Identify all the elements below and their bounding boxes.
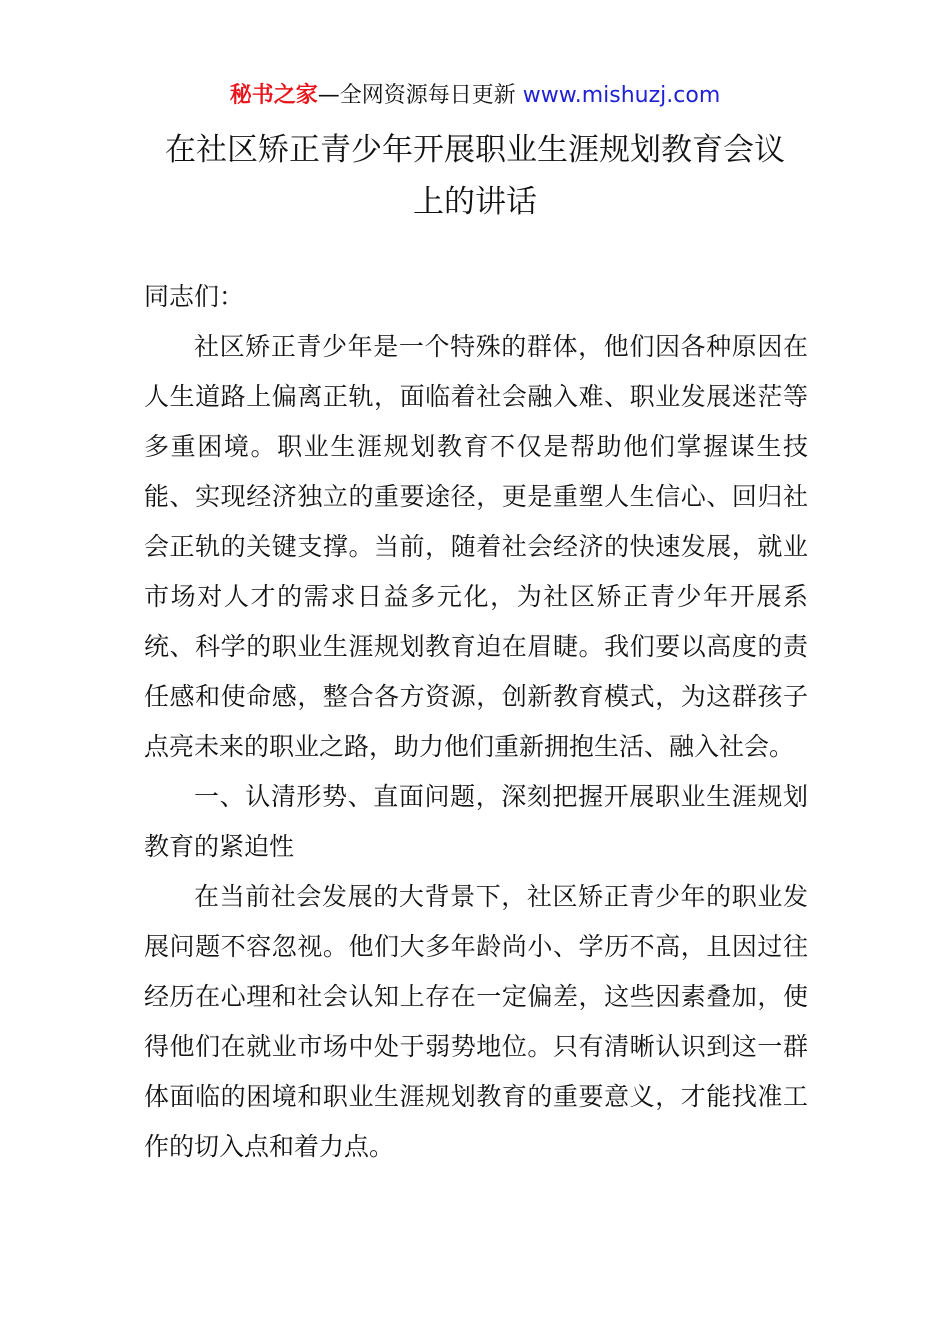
brand-name: 秘书之家 [229,83,318,108]
title-line-2: 上的讲话 [413,184,537,220]
paragraph-intro: 社区矫正青少年是一个特殊的群体，他们因各种原因在人生道路上偏离正轨，面临着社会融入难、职业发展迷茫等多重困境。职业生涯规划教育不仅是帮助他们掌握谋生技能、实现经济独立的重要途径，更是重塑人生信心、回归社会正轨的关键支撑。当前，随着社会经济的快速发展，就业市场对人才的需求日益多元化，为社区矫正青少年开展系统、科学的职业生涯规划教育迫在眉睫。我们要以高度的责任感和使命感，整合各方资源，创新教育模式，为这群孩子点亮未来的职业之路，助力他们重新拥抱生活、融入社会。 [144,332,808,761]
salutation: 同志们： [144,282,245,311]
title-line-1: 在社区矫正青少年开展职业生涯规划教育会议 [165,132,785,168]
header-tagline: —全网资源每日更新 [317,83,523,108]
site-header [0,80,950,112]
paragraph-section-1: 在当前社会发展的大背景下，社区矫正青少年的职业发展问题不容忽视。他们大多年龄尚小、学历不高，且因过往经历在心理和社会认知上存在一定偏差，这些因素叠加，使得他们在就业市场中处于弱势地位。只有清晰认识到这一群体面临的困境和职业生涯规划教育的重要意义，才能找准工作的切入点和着力点。 [144,882,808,1161]
section-heading-1: 一、认清形势、直面问题，深刻把握开展职业生涯规划教育的紧迫性 [144,782,808,861]
site-url-link[interactable]: www.mishuzj.com [522,83,721,108]
document-body [144,272,808,1172]
document-title [140,124,810,228]
